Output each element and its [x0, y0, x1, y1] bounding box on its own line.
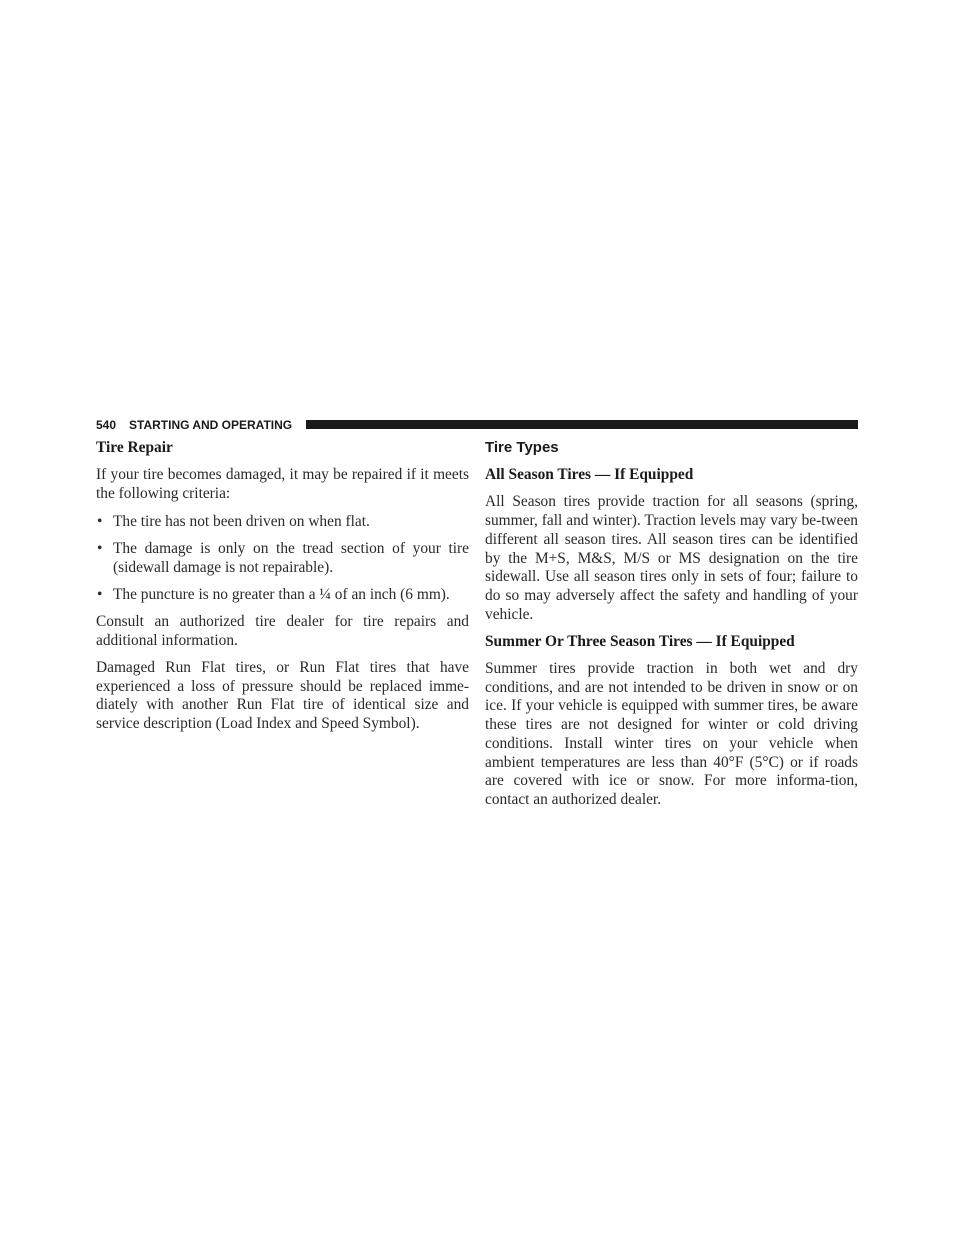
all-season-heading: All Season Tires — If Equipped — [485, 466, 694, 484]
tire-repair-intro: If your tire becomes damaged, it may be repaired if it meets the following criteria: — [96, 466, 469, 502]
list-item: • The tire has not been driven on when flat. — [97, 512, 370, 530]
repair-criteria-list — [96, 513, 469, 605]
header-rule — [306, 420, 858, 429]
page-header — [96, 417, 858, 433]
run-flat-paragraph: Damaged Run Flat tires, or Run Flat tires that have experienced a loss of pressure should be replaced imme-diately with another Run Flat tire of identical size and service description (Load Index and Speed Symbol). — [96, 658, 469, 732]
summer-tires-heading: Summer Or Three Season Tires — If Equipped — [485, 632, 795, 650]
section-title: STARTING AND OPERATING — [129, 418, 293, 432]
bullet-icon: • — [97, 585, 103, 603]
tire-types-heading: Tire Types — [485, 439, 559, 456]
tire-repair-heading: Tire Repair — [96, 439, 173, 456]
right-column — [485, 437, 858, 810]
consult-dealer-paragraph: Consult an authorized tire dealer for tire repairs and additional information. — [96, 612, 469, 649]
page-number: 540 — [96, 418, 117, 432]
bullet-icon: • — [97, 539, 103, 557]
all-season-paragraph: All Season tires provide traction for all seasons (spring, summer, fall and winter). Traction levels may vary be-tween different all season tires. All season tires can be identified by the M+S, M&S, M/S or MS designation on the tire sidewall. Use all season tires only in sets of four; failure to do so may adversely affect the safety and handling of your vehicle. — [485, 493, 858, 623]
bullet-icon: • — [97, 512, 103, 530]
summer-tires-paragraph: Summer tires provide traction in both wet and dry conditions, and are not intended to be driven in snow or on ice. If your vehicle is equipped with summer tires, be aware these tires are not designed for winter or cold driving conditions. Install winter tires on your vehicle when ambient temperatures are less than 40°F (5°C) or if roads are covered with ice or snow. For more informa-tion, contact an authorized dealer. — [485, 660, 858, 808]
left-column — [96, 437, 469, 734]
list-item: • The puncture is no greater than a ¼ of an inch (6 mm). — [97, 585, 450, 603]
list-item: • The damage is only on the tread section of your tire (sidewall damage is not repairable). — [97, 539, 469, 576]
